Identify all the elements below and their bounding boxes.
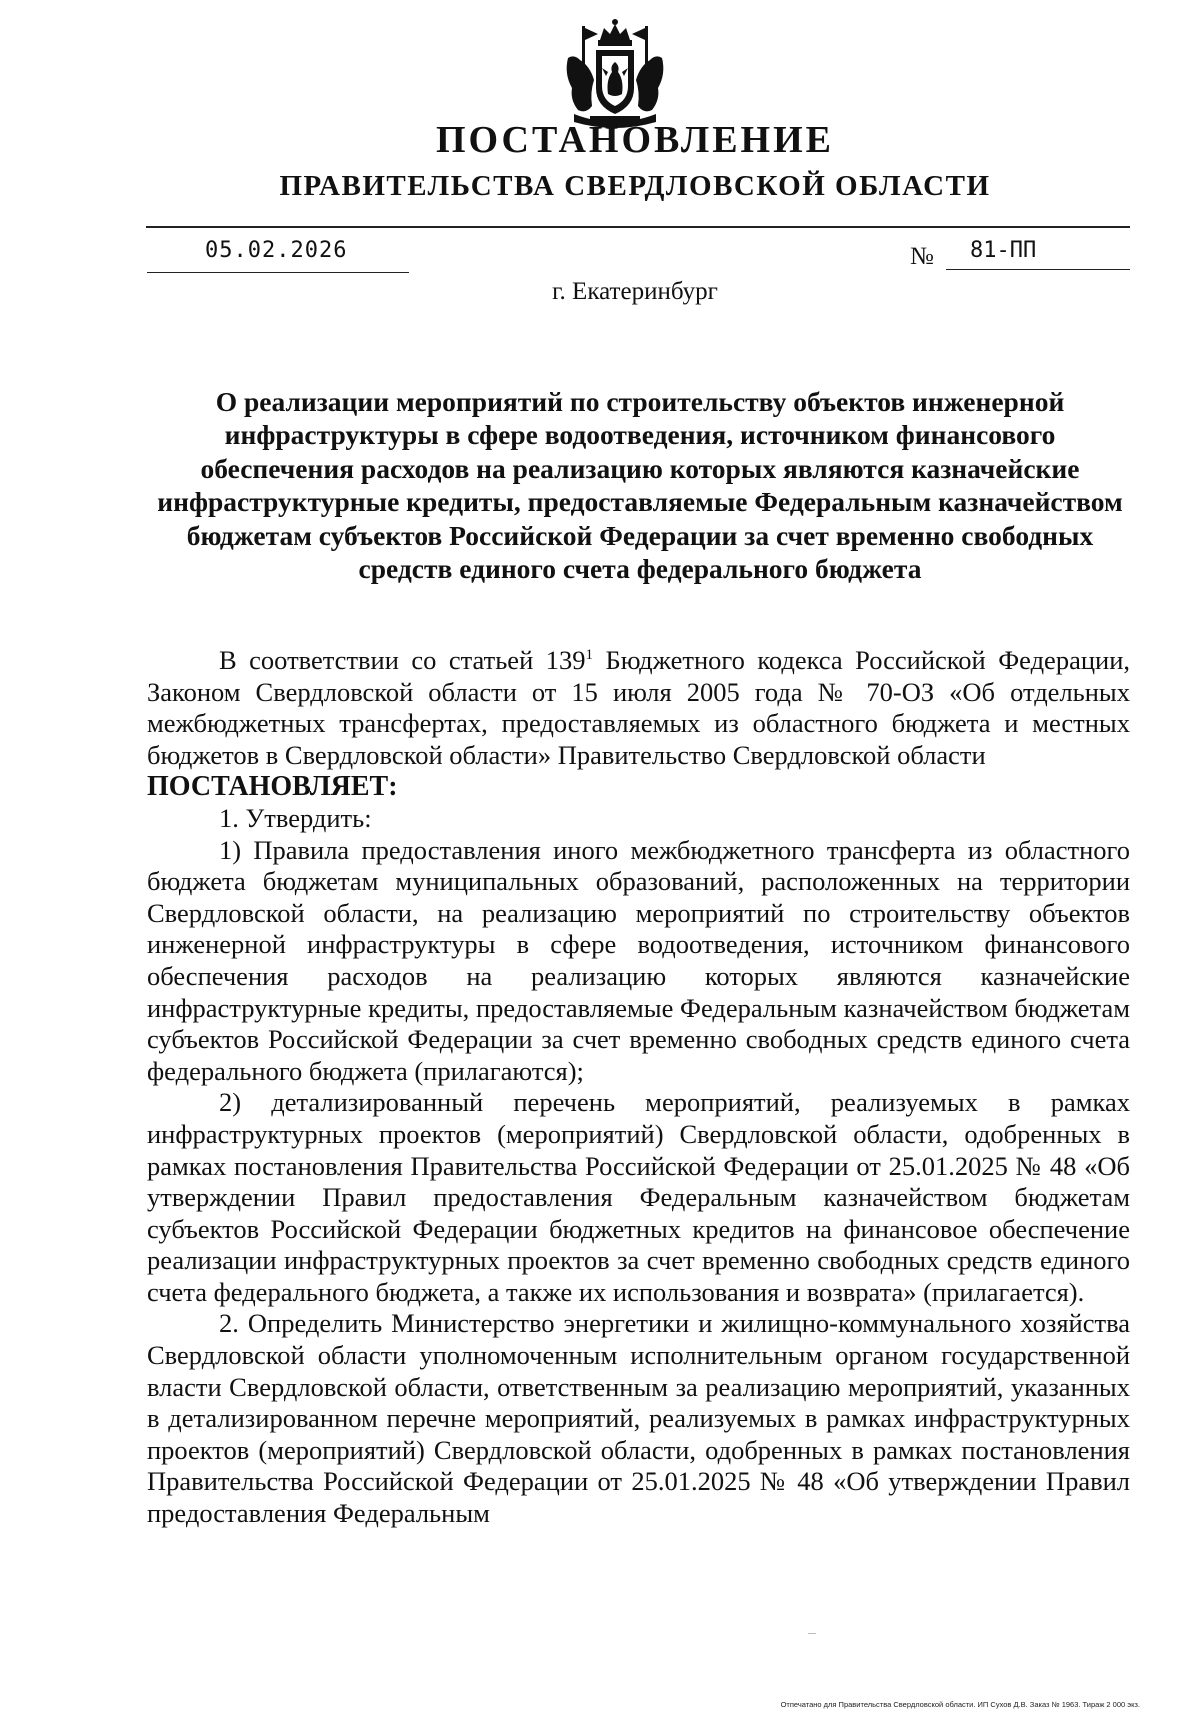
- clause-1-item-1: 1) Правила предоставления иного межбюджетного трансферта из областного бюджета бюджетам муниципальных образований, расположенных на территории Свердловской области, на реализацию мероприятий по строительству объектов инженерной инфраструктуры в сфере водоотведения, источником финансового обеспечения расходов на реализацию которых являются казначейские инфраструктурные кредиты, предоставляемые Федеральным казначейством бюджетам субъектов Российской Федерации за счет временно свободных средств единого счета федерального бюджета (прилагаются);: [147, 834, 1130, 1086]
- document-type-heading: ПОСТАНОВЛЕНИЕ: [435, 119, 835, 161]
- document-body: [147, 645, 1130, 1530]
- number-field: [910, 238, 1130, 272]
- document-number: 81-ПП: [970, 238, 1037, 263]
- clause-1-item-2: 2) детализированный перечень мероприятий, реализуемых в рамках инфраструктурных проектов (мероприятий) Свердловской области, одобренных в рамках постановления Правительства Российской Федерации от 25.01.2025 № 48 «Об утверждении Правил предоставления Федеральным казначейством бюджетам субъектов Российской Федерации бюджетных кредитов на финансовое обеспечение реализации инфраструктурных проектов за счет временно свободных средств единого счета федерального бюджета, а также их использования и возврата» (прилагается).: [147, 1087, 1130, 1307]
- number-sign: №: [910, 243, 934, 270]
- document-date: 05.02.2026: [205, 238, 348, 263]
- clause-1: 1. Утвердить:: [219, 802, 372, 833]
- date-field: [147, 238, 409, 273]
- preamble-text-start: В соответствии со статьей 139: [219, 645, 586, 675]
- issuing-authority-heading: ПРАВИТЕЛЬСТВА СВЕРДЛОВСКОЙ ОБЛАСТИ: [279, 170, 991, 202]
- clause-2: 2. Определить Министерство энергетики и жилищно-коммунального хозяйства Свердловской области уполномоченным исполнительным органом государственной власти Свердловской области, ответственным за реализацию мероприятий, указанных в детализированном перечне мероприятий, реализуемых в рамках инфраструктурных проектов (мероприятий) Свердловской области, одобренных в рамках постановления Правительства Российской Федерации от 25.01.2025 № 48 «Об утверждении Правил предоставления Федеральным: [147, 1308, 1130, 1529]
- document-title: О реализации мероприятий по строительству объектов инженерной инфраструктуры в сфере водоотведения, источником финансового обеспечения расходов на реализацию которых являются казначейские инфраструктурные кредиты, предоставляемые Федеральным казначейством бюджетам субъектов Российской Федерации за счет временно свободных средств единого счета федерального бюджета: [157, 386, 1123, 585]
- city-line: г. Екатеринбург: [552, 278, 718, 305]
- preamble-paragraph: [147, 645, 1130, 771]
- number-underline: [946, 269, 1130, 270]
- article-superscript: 1: [585, 647, 593, 664]
- header-divider: [146, 226, 1130, 228]
- print-speck: [808, 1633, 816, 1634]
- decree-word: ПОСТАНОВЛЯЕТ:: [147, 771, 398, 803]
- coat-of-arms-icon: [560, 18, 670, 130]
- printing-imprint: Отпечатано для Правительства Свердловской области. ИП Сухов Д.В. Заказ № 1963. Тираж 2 000 экз.: [780, 1700, 1140, 1709]
- preamble-text-end: Бюджетного кодекса Российской Федерации, Законом Свердловской области от 15 июля 2005 года № 70-ОЗ «Об отдельных межбюджетных трансфертах, предоставляемых из областного бюджета и местных бюджетов в Свердловской области» Правительство Свердловской области: [147, 645, 1131, 770]
